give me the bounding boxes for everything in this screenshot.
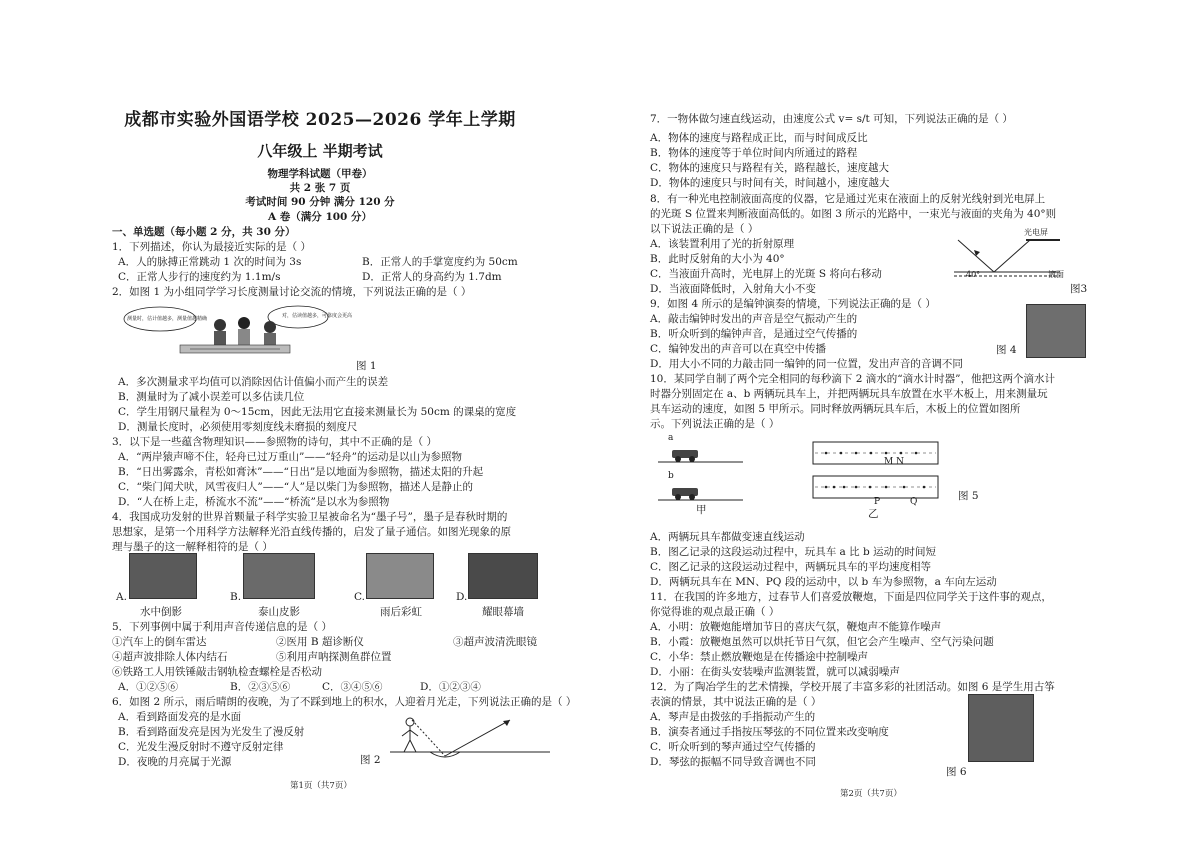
question-11-line1: 11．在我国的许多地方，过春节人们喜爱放鞭炮，下面是四位同学关于这件事的观点， (650, 591, 1052, 603)
q7-option-a: A．物体的速度与路程成正比，而与时间成反比 (650, 132, 868, 144)
question-12-line2: 表演的情景，其中说法正确的是（ ） (650, 696, 822, 708)
q3-option-c: C．“柴门闻犬吠，风雪夜归人”——“人”是以柴门为参照物，描述人是静止的 (118, 481, 474, 493)
figure-5-car-b-label: b (668, 471, 674, 481)
figure-5-p-label: P (874, 497, 881, 507)
question-2: 2．如图 1 为小组同学学习长度测量讨论交流的情境，下列说法正确的是（ ） (112, 286, 472, 298)
q4-option-a-letter: A. (116, 591, 127, 603)
q8-option-c: C．当液面升高时，光电屏上的光斑 S 将向右移动 (650, 268, 882, 280)
q2-option-b: B．测量时为了减小误差可以多估读几位 (118, 391, 305, 403)
exam-subtitle: 八年级上 半期考试 (257, 142, 383, 160)
q3-option-b: B．“日出雾露余，青松如膏沐”——“日出”是以地面为参照物，描述太阳的升起 (118, 466, 484, 478)
q5-option-b: B．②③⑤⑥ (230, 681, 291, 693)
q6-option-c: C．光发生漫反射时不遵守反射定律 (118, 741, 284, 753)
q5-item-1: ①汽车上的倒车雷达 (112, 636, 207, 648)
question-4-line2: 思想家，是第一个用科学方法解释光沿直线传播的，启发了量子通信。如图光现象的原 (112, 526, 511, 538)
q12-option-b: B．演奏者通过手指按压琴弦的不同位置来改变响度 (650, 726, 889, 738)
q2-option-a: A．多次测量求平均值可以消除因估计值偏小而产生的误差 (118, 376, 389, 388)
q8-option-b: B．此时反射角的大小为 40° (650, 253, 785, 265)
q4-caption-a: 水中倒影 (140, 606, 182, 618)
page-footer-right: 第2页（共7页） (840, 789, 902, 799)
q1-option-a: A．人的脉搏正常跳动 1 次的时间为 3s (118, 256, 302, 268)
figure-5-car-a-label: a (668, 433, 674, 443)
section-heading: 一、单选题（每小题 2 分，共 30 分） (112, 226, 296, 238)
q5-option-d: D．①②③④ (420, 681, 481, 693)
q9-option-b: B．听众听到的编钟声音，是通过空气传播的 (650, 328, 858, 340)
figure-2-caption: 图 2 (360, 754, 381, 766)
figure-1-bubble-right: 对，估读值越多，可靠度会更高 (282, 313, 353, 319)
pages-info: 共 2 张 7 页 (289, 182, 351, 194)
question-10-line3: 具车运动的速度，如图 5 甲所示。同时释放两辆玩具车后，木板上的位置如图所 (650, 403, 1021, 415)
q4-image-a (129, 553, 197, 599)
page-footer-left: 第1页（共7页） (290, 781, 352, 791)
q11-option-d: D．小丽：在街头安装噪声监测装置，就可以减弱噪声 (650, 666, 900, 678)
q1-option-b: B．正常人的手掌宽度约为 50cm (362, 256, 518, 268)
part-a-heading: A 卷（满分 100 分） (267, 211, 373, 223)
q6-option-d: D．夜晚的月亮属于光源 (118, 756, 232, 768)
q9-option-c: C．编钟发出的声音可以在真空中传播 (650, 343, 827, 355)
figure-2-illustration (390, 712, 550, 767)
figure-5-q-label: Q (910, 497, 918, 507)
q5-item-2: ②医用 B 超诊断仪 (276, 636, 364, 648)
right-page (600, 0, 1200, 848)
figure-5-mn-label: M N (884, 457, 904, 467)
q10-option-a: A．两辆玩具车都做变速直线运动 (650, 531, 805, 543)
q4-option-b-letter: B. (230, 591, 242, 603)
question-8-line2: 的光斑 S 位置来判断液面高低的。如图 3 所示的光路中，一束光与液面的夹角为 40°则 (650, 208, 1057, 220)
q6-option-a: A．看到路面发亮的是水面 (118, 711, 242, 723)
q10-option-c: C．图乙记录的这段运动过程中，两辆玩具车的平均速度相等 (650, 561, 932, 573)
figure-5-caption: 图 5 (958, 490, 979, 502)
question-3: 3．以下是一些蕴含物理知识——参照物的诗句，其中不正确的是（ ） (112, 436, 438, 448)
q9-option-d: D．用大小不同的力敲击同一编钟的同一位置，发出声音的音调不同 (650, 358, 963, 370)
q5-item-6: ⑥铁路工人用铁锤敲击钢轨检查螺栓是否松动 (112, 666, 322, 678)
figure-4-caption: 图 4 (996, 344, 1017, 356)
q9-option-a: A．敲击编钟时发出的声音是空气振动产生的 (650, 313, 858, 325)
figure-3-screen-label: 光电屏 (1024, 228, 1048, 237)
q11-option-a: A．小明：放鞭炮能增加节日的喜庆气氛，鞭炮声不能算作噪声 (650, 621, 942, 633)
figure-1-caption: 图 1 (356, 360, 377, 372)
question-1: 1．下列描述，你认为最接近实际的是（ ） (112, 241, 312, 253)
q4-caption-d: 耀眼幕墙 (482, 606, 524, 618)
q5-item-5: ⑤利用声呐探测鱼群位置 (276, 651, 392, 663)
figure-6-photo (968, 694, 1034, 762)
q7-option-b: B．物体的速度等于单位时间内所通过的路程 (650, 147, 858, 159)
q8-option-d: D．当液面降低时，入射角大小不变 (650, 283, 816, 295)
question-4-line3: 理与墨子的这一解释相符的是（ ） (112, 541, 273, 553)
q5-option-c: C．③④⑤⑥ (322, 681, 383, 693)
q7-option-c: C．物体的速度只与路程有关，路程越长，速度越大 (650, 162, 890, 174)
figure-5-yi-label: 乙 (868, 508, 879, 520)
question-10-line1: 10．某同学自制了两个完全相同的每秒滴下 2 滴水的“滴水计时器”，他把这两个滴水计 (650, 373, 1055, 385)
figure-1-bubble-left: 测量时，估计值越多，测量值越精确 (127, 316, 208, 322)
q2-option-c: C．学生用钢尺量程为 0～15cm，因此无法用它直接来测量长为 50cm 的课桌的宽度 (118, 406, 517, 418)
figure-3-caption: 图3 (1070, 283, 1088, 295)
q5-option-a: A．①②⑤⑥ (118, 681, 179, 693)
q3-option-a: A．“两岸猿声啼不住，轻舟已过万重山”——“轻舟”的运动是以山为参照物 (118, 451, 463, 463)
q8-option-a: A．该装置利用了光的折射原理 (650, 238, 795, 250)
q12-option-a: A．琴声是由拨弦的手指振动产生的 (650, 711, 816, 723)
q12-option-c: C．听众听到的琴声通过空气传播的 (650, 741, 816, 753)
figure-6-caption: 图 6 (946, 766, 967, 778)
q5-item-4: ④超声波排除人体内结石 (112, 651, 228, 663)
question-12-line1: 12．为了陶冶学生的艺术情操，学校开展了丰富多彩的社团活动。如图 6 是学生用古筝 (650, 681, 1055, 693)
question-7: 7．一物体做匀速直线运动，由速度公式 v= s/t 可知，下列说法正确的是（ ） (650, 113, 1013, 125)
q4-caption-b: 泰山皮影 (258, 606, 300, 618)
q4-caption-c: 雨后彩虹 (380, 606, 422, 618)
figure-3-liquid-label: 液面 (1048, 270, 1064, 279)
q6-option-b: B．看到路面发亮是因为光发生了漫反射 (118, 726, 305, 738)
question-8-line1: 8．有一种光电控制液面高度的仪器，它是通过光束在液面上的反射光线射到光电屏上 (650, 193, 1046, 205)
q11-option-c: C．小华：禁止燃放鞭炮是在传播途中控制噪声 (650, 651, 869, 663)
q11-option-b: B．小霞：放鞭炮虽然可以烘托节日气氛，但它会产生噪声、空气污染问题 (650, 636, 994, 648)
q4-option-c-letter: C. (354, 591, 365, 603)
question-6: 6．如图 2 所示，雨后晴朗的夜晚，为了不踩到地上的积水，人迎着月光走，下列说法正确的是（ ） (112, 696, 577, 708)
q5-item-3: ③超声波清洗眼镜 (453, 636, 537, 648)
figure-3-illustration (948, 228, 1070, 292)
q1-option-c: C．正常人步行的速度约为 1.1m/s (118, 271, 281, 283)
figure-4-photo (1026, 304, 1086, 358)
q2-option-d: D．测量长度时，必须使用零刻度线未磨损的刻度尺 (118, 421, 358, 433)
exam-title: 成都市实验外国语学校 2025—2026 学年上学期 (124, 110, 516, 130)
figure-5-jia-label: 甲 (696, 504, 707, 516)
figure-5-illustration (658, 430, 948, 510)
question-5: 5．下列事例中属于利用声音传递信息的是（ ） (112, 621, 333, 633)
figure-3-angle-label: 40° (966, 270, 981, 279)
q4-image-d (468, 553, 538, 599)
time-score: 考试时间 90 分钟 满分 120 分 (245, 196, 395, 208)
q7-option-d: D．物体的速度只与时间有关，时间越小，速度越大 (650, 177, 890, 189)
q10-option-b: B．图乙记录的这段运动过程中，玩具车 a 比 b 运动的时间短 (650, 546, 937, 558)
q10-option-d: D．两辆玩具车在 MN、PQ 段的运动中，以 b 车为参照物，a 车向左运动 (650, 576, 997, 588)
q12-option-d: D．琴弦的振幅不同导致音调也不同 (650, 756, 816, 768)
question-9: 9．如图 4 所示的是编钟演奏的情境，下列说法正确的是（ ） (650, 298, 936, 310)
question-10-line4: 示。下列说法正确的是（ ） (650, 418, 780, 430)
q4-option-d-letter: D. (456, 591, 468, 603)
q4-image-b (243, 553, 315, 599)
question-8-line3: 以下说法正确的是（ ） (650, 223, 759, 235)
q4-image-c (366, 553, 434, 599)
q1-option-d: D．正常人的身高约为 1.7dm (362, 271, 502, 283)
question-4-line1: 4．我国成功发射的世界首颗量子科学实验卫星被命名为“墨子号”，墨子是春秋时期的 (112, 511, 508, 523)
q3-option-d: D．“人在桥上走，桥流水不流”——“桥流”是以水为参照物 (118, 496, 390, 508)
question-10-line2: 时器分别固定在 a、b 两辆玩具车上，并把两辆玩具车放置在水平木板上，用来测量玩 (650, 388, 1048, 400)
question-11-line2: 你觉得谁的观点最正确（ ） (650, 606, 780, 618)
subject-line: 物理学科试题（甲卷） (267, 168, 373, 180)
